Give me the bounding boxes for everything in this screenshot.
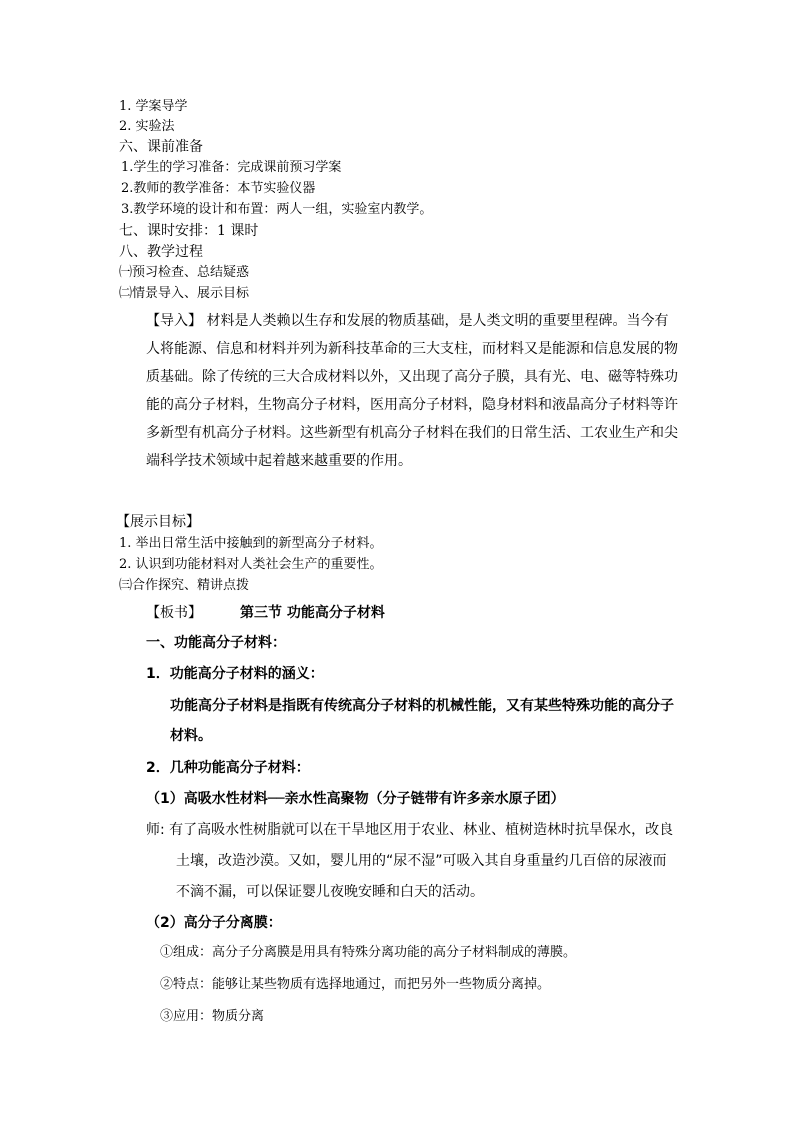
schedule: 七、课时安排：1 课时 — [119, 223, 259, 239]
goals-heading: 【展示目标】 — [116, 514, 200, 530]
subsection-1-heading: 1．功能高分子材料的涵义： — [146, 666, 324, 682]
teacher-line-3: 不滴不漏，可以保证婴儿夜晚安睡和白天的活动。 — [176, 884, 484, 900]
definition-line-1: 功能高分子材料是指既有传统高分子材料的机械性能，又有某些特殊功能的高分子 — [170, 698, 674, 714]
material-2-heading: （2）高分子分离膜： — [146, 915, 282, 931]
board-label: 【板书】 — [146, 605, 202, 621]
intro-line-1: 【导入】 材料是人类赖以生存和发展的物质基础，是人类文明的重要里程碑。当今有 — [146, 313, 669, 329]
teacher-line-2: 土壤，改造沙漠。又如，婴儿用的“尿不湿”可吸入其自身重量约几百倍的尿液而 — [176, 853, 667, 869]
subsection-2-heading: 2．几种功能高分子材料： — [146, 760, 310, 776]
process-step-2: ㈡情景导入、展示目标 — [119, 286, 250, 301]
membrane-feature: ②特点：能够让某些物质有选择地通过，而把另外一些物质分离掉。 — [160, 977, 551, 992]
intro-line-2: 人将能源、信息和材料并列为新科技革命的三大支柱，而材料又是能源和信息发展的物 — [146, 341, 678, 357]
intro-line-4: 能的高分子材料，生物高分子材料，医用高分子材料，隐身材料和液晶高分子材料等许 — [146, 397, 678, 413]
goal-1: 1. 举出日常生活中接触到的新型高分子材料。 — [119, 536, 383, 551]
goal-2: 2. 认识到功能材料对人类社会生产的重要性。 — [119, 557, 383, 572]
process-step-3: ㈢合作探究、精讲点拨 — [119, 578, 250, 593]
intro-line-3: 质基础。除了传统的三大合成材料以外，又出现了高分子膜，具有光、电、磁等特殊功 — [146, 369, 678, 385]
prep-student: 1.学生的学习准备：完成课前预习学案 — [121, 160, 342, 175]
prep-teacher: 2.教师的教学准备：本节实验仪器 — [121, 181, 316, 196]
intro-line-5: 多新型有机高分子材料。这些新型有机高分子材料在我们的日常生活、工农业生产和尖 — [146, 425, 678, 441]
prep-heading: 六、课前准备 — [119, 139, 203, 155]
material-1-heading: （1）高吸水性材料──亲水性高聚物（分子链带有许多亲水原子团） — [146, 791, 565, 807]
membrane-application: ③应用：物质分离 — [160, 1009, 265, 1024]
definition-line-2: 材料。 — [170, 728, 212, 744]
prep-environment: 3.教学环境的设计和布置：两人一组，实验室内教学。 — [121, 202, 433, 217]
process-step-1: ㈠预习检查、总结疑惑 — [119, 265, 250, 280]
method-item-1: 1. 学案导学 — [119, 99, 188, 114]
intro-line-6: 端科学技术领域中起着越来越重要的作用。 — [146, 453, 412, 469]
teacher-line-1: 师: 有了高吸水性树脂就可以在干旱地区用于农业、林业、植树造林时抗旱保水，改良 — [146, 822, 674, 838]
process-heading: 八、教学过程 — [119, 244, 203, 260]
section-1-heading: 一、功能高分子材料： — [146, 635, 286, 651]
board-title: 第三节 功能高分子材料 — [240, 605, 385, 621]
membrane-composition: ①组成：高分子分离膜是用具有特殊分离功能的高分子材料制成的薄膜。 — [160, 945, 577, 960]
method-item-2: 2. 实验法 — [119, 119, 175, 134]
